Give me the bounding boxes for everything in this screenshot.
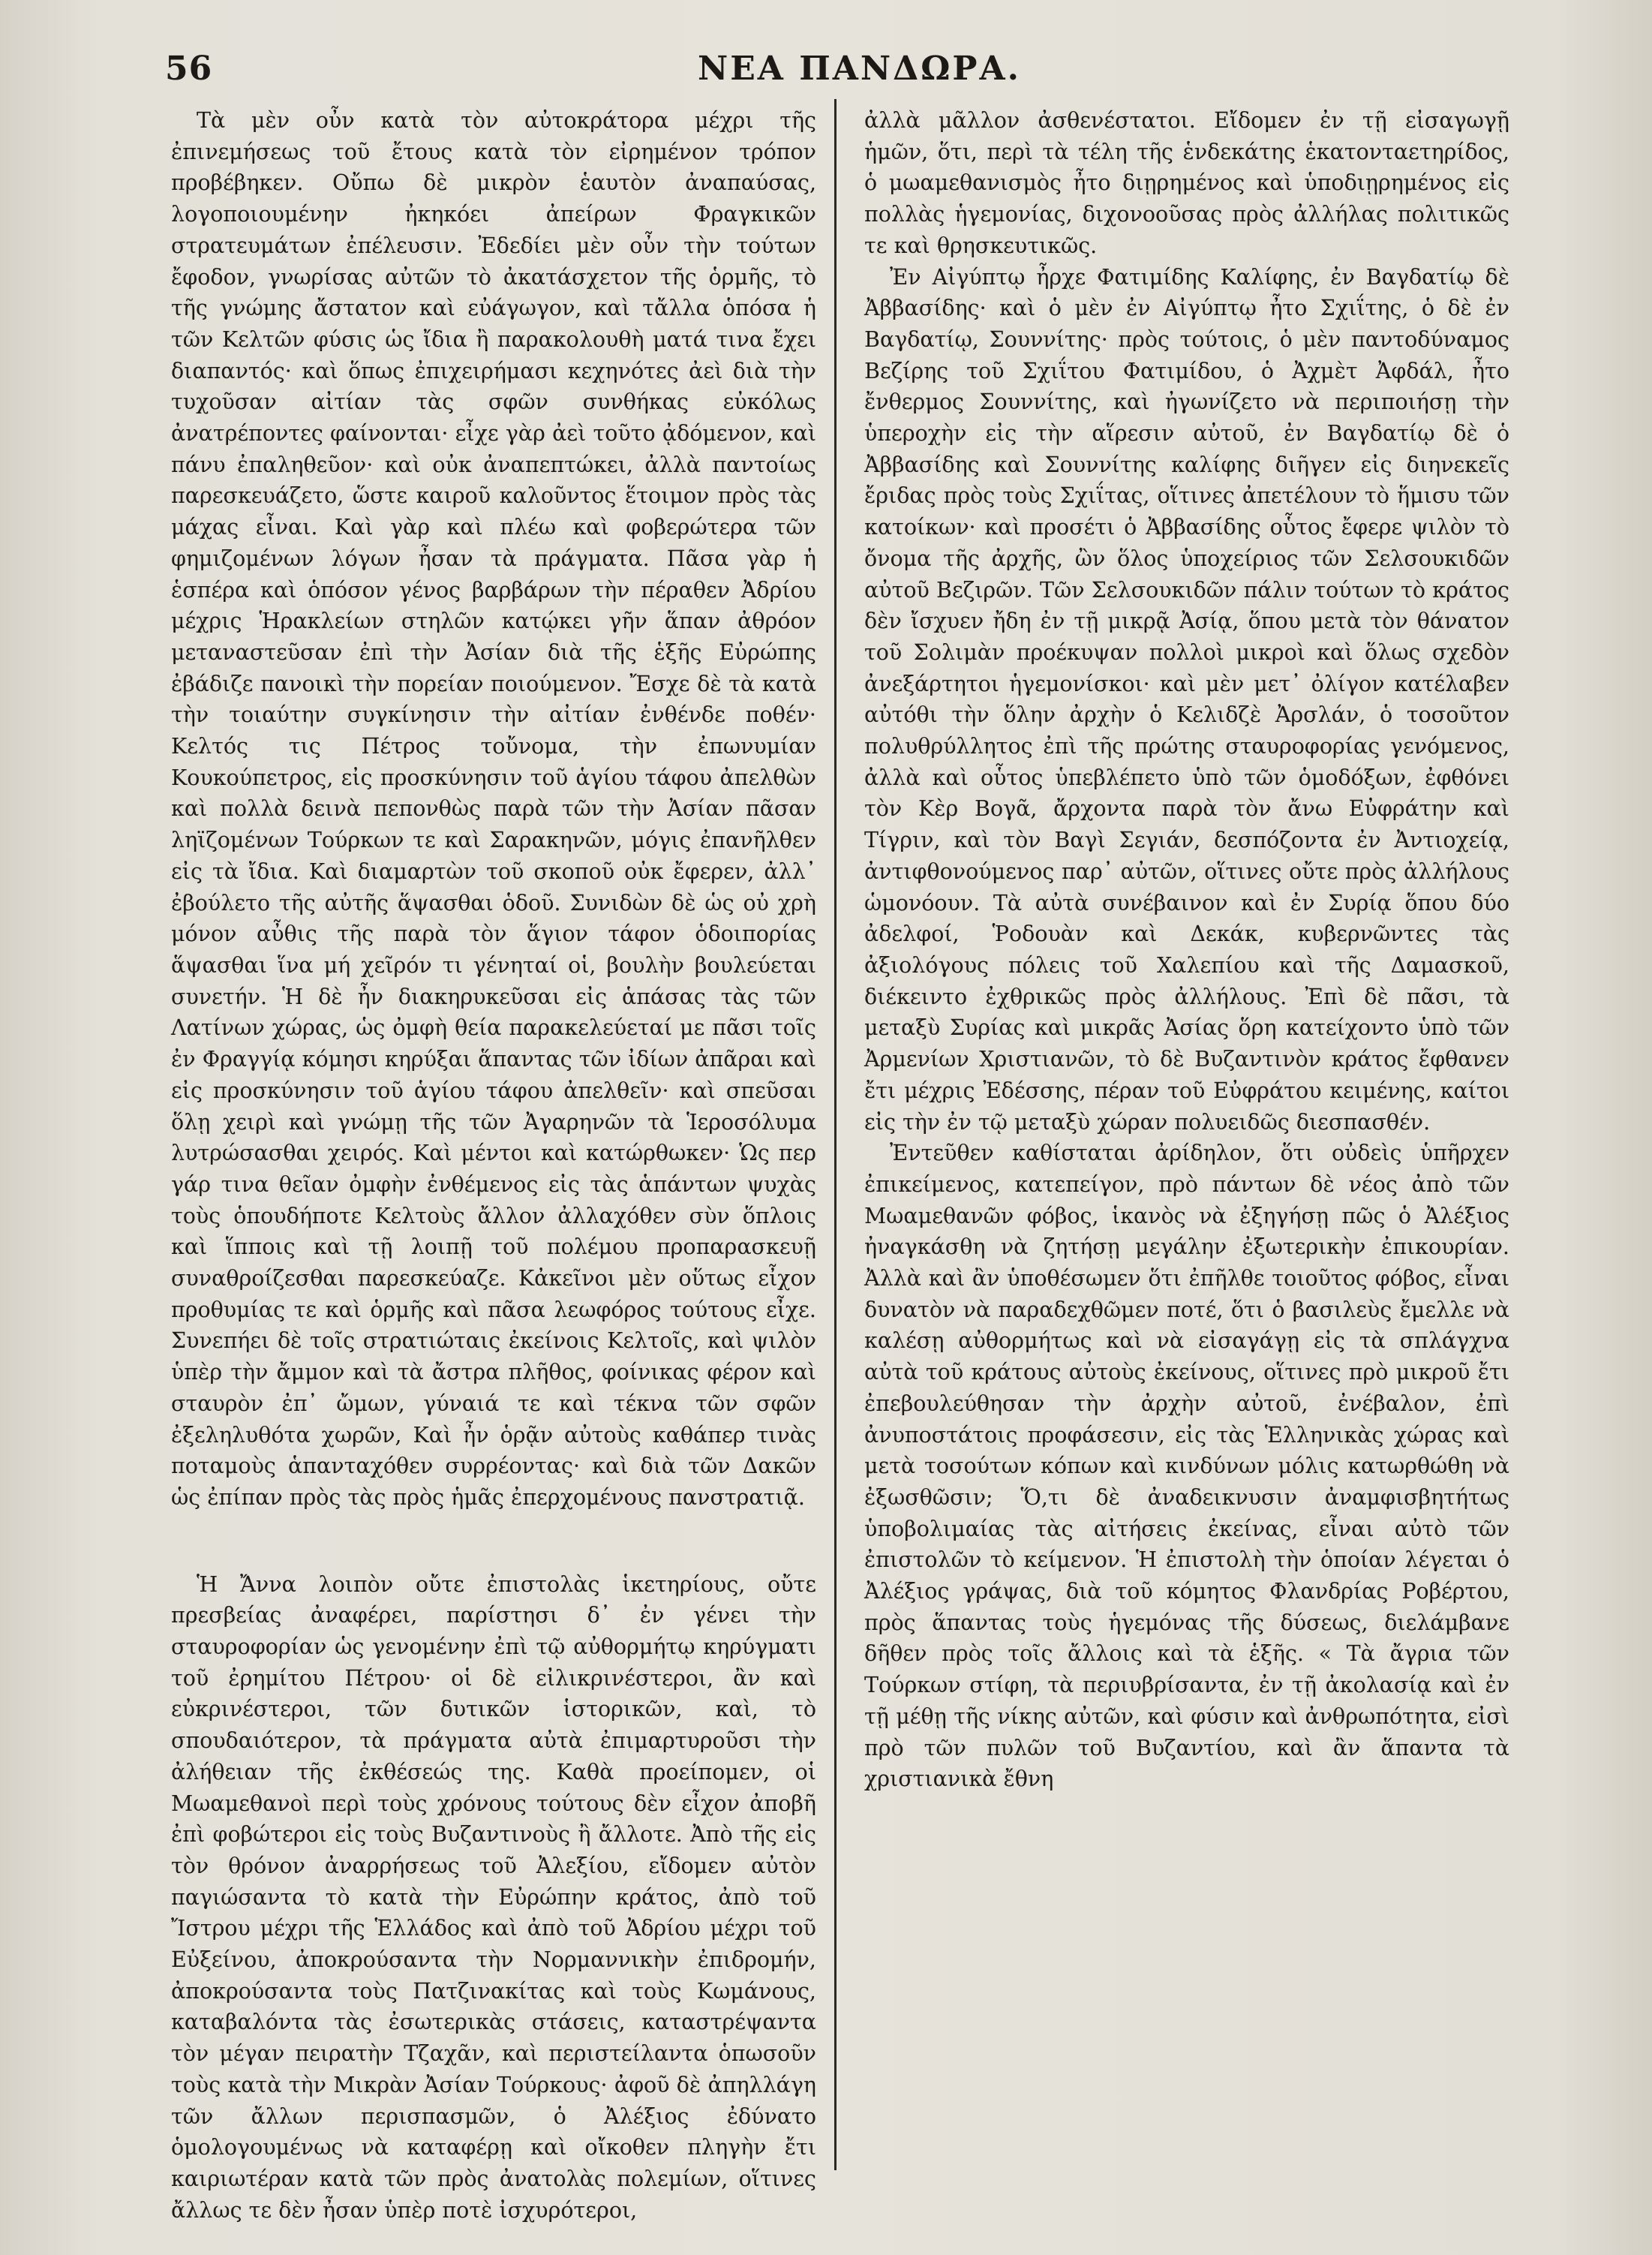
page-header: [113, 50, 1605, 95]
paragraph: Ἡ Ἄννα λοιπὸν οὔτε ἐπιστολὰς ἱκετηρίους, οὔτε πρεσβείας ἀναφέρει, παρίστησι δ᾽ ἐν γένει τὴν σταυροφορίαν ὡς γενομένην ἐπὶ τῷ αὐθορμήτῳ κηρύγματι τοῦ ἐρημίτου Πέτρου· οἱ δὲ εἰλικρινέστεροι, ἂν καὶ εὐκρινέστεροι, τῶν δυτικῶν ἱστορικῶν, καὶ, τὸ σπουδαιότερον, τὰ πράγματα αὐτὰ ἐπιμαρτυροῦσι τὴν ἀλήθειαν τῆς ἐκθέσεώς της. Καθὰ προείπομεν, οἱ Μωαμεθανοὶ περὶ τοὺς χρόνους τούτους δὲν εἶχον ἀποβῆ ἐπὶ φοβώτεροι εἰς τοὺς Βυζαντινοὺς ἢ ἄλλοτε. Ἀπὸ τῆς εἰς τὸν θρόνον ἀναρρήσεως τοῦ Ἀλεξίου, εἴδομεν αὐτὸν παγιώσαντα τὸ κατὰ τὴν Εὐρώπην κράτος, ἀπὸ τοῦ Ἴστρου μέχρι τῆς Ἑλλάδος καὶ ἀπὸ τοῦ Ἀδρίου μέχρι τοῦ Εὐξείνου, ἀποκρούσαντα τὴν Νορμαννικὴν ἐπιδρομήν, ἀποκρούσαντα τοὺς Πατζινακίτας καὶ τοὺς Κωμάνους, καταβαλόντα τὰς ἐσωτερικὰς στάσεις, καταστρέψαντα τὸν μέγαν πειρατὴν Τζαχᾶν, καὶ περιστείλαντα ὁπωσοῦν τοὺς κατὰ τὴν Μικρὰν Ἀσίαν Τούρκους· ἀφοῦ δὲ ἀπηλλάγη τῶν ἄλλων περισπασμῶν, ὁ Ἀλέξιος ἐδύνατο ὁμολογουμένως νὰ καταφέρῃ καὶ οἴκοθεν πληγὴν ἔτι καιριωτέραν κατὰ τῶν πρὸς ἀνατολὰς πολεμίων, οἵτινες ἄλλως τε δὲν ἦσαν ὑπὲρ ποτὲ ἰσχυρότεροι,: [171, 1571, 816, 2223]
page-number: 56: [165, 50, 213, 88]
paragraph: Ἐντεῦθεν καθίσταται ἀρίδηλον, ὅτι οὐδεὶς ὑπῆρχεν ἐπικείμενος, κατεπείγον, πρὸ πάντων δὲ νέος ἀπὸ τῶν Μωαμεθανῶν φόβος, ἱκανὸς νὰ ἐξηγήσῃ πῶς ὁ Ἀλέξιος ἠναγκάσθη νὰ ζητήσῃ μεγάλην ἐξωτερικὴν ἐπικουρίαν. Ἀλλὰ καὶ ἂν ὑποθέσωμεν ὅτι ἐπῆλθε τοιοῦτος φόβος, εἶναι δυνατὸν νὰ παραδεχθῶμεν ποτέ, ὅτι ὁ βασιλεὺς ἔμελλε νὰ καλέσῃ αὐθορμήτως καὶ νὰ εἰσαγάγῃ εἰς τὰ σπλάγχνα αὐτὰ τοῦ κράτους αὐτοὺς ἐκείνους, οἵτινες πρὸ μικροῦ ἔτι ἐπεβουλεύθησαν τὴν ἀρχὴν αὐτοῦ, ἐνέβαλον, ἐπὶ ἀνυποστάτοις προφάσεσιν, εἰς τὰς Ἑλληνικὰς χώρας καὶ μετὰ τοσούτων κόπων καὶ κινδύνων μόλις κατωρθώθη νὰ ἐξωσθῶσιν; Ὅ,τι δὲ ἀναδεικνυσιν ἀναμφισβητήτως ὑποβολιμαίας τὰς αἰτήσεις ἐκείνας, εἶναι αὐτὸ τῶν ἐπιστολῶν τὸ κείμενον. Ἡ ἐπιστολὴ τὴν ὁποίαν λέγεται ὁ Ἀλέξιος γράψας, διὰ τοῦ κόμητος Φλανδρίας Ροβέρτου, πρὸς ἅπαντας τοὺς ἡγεμόνας τῆς δύσεως, διελάμβανε δῆθεν πρὸς τοῖς ἄλλοις καὶ τὰ ἑξῆς. « Τὰ ἄγρια τῶν Τούρκων στίφη, τὰ περιυβρίσαντα, ἐν τῇ ἀκολασίᾳ καὶ ἐν τῇ μέθῃ τῆς νίκης αὐτῶν, καὶ φύσιν καὶ ἀνθρωπότητα, εἰσὶ πρὸ τῶν πυλῶν τοῦ Βυζαντίου, καὶ ἂν ἅπαντα τὰ χριστιανικὰ ἔθνη: [864, 1141, 1509, 1792]
paragraph: Ἐν Αἰγύπτῳ ἦρχε Φατιμίδης Καλίφης, ἐν Βαγδατίῳ δὲ Ἀββασίδης· καὶ ὁ μὲν ἐν Αἰγύπτῳ ἦτο Σχιΐτης, ὁ δὲ ἐν Βαγδατίῳ, Σουννίτης· πρὸς τούτοις, ὁ μὲν παντοδύναμος Βεζίρης τοῦ Σχιΐτου Φατιμίδου, ὁ Ἀχμὲτ Ἀφδάλ, ἦτο ἔνθερμος Σουννίτης, καὶ ἠγωνίζετο νὰ περιποιήσῃ τὴν ὑπεροχὴν εἰς τὴν αἵρεσιν αὐτοῦ, ἐν Βαγδατίῳ δὲ ὁ Ἀββασίδης καὶ Σουννίτης καλίφης διῆγεν εἰς διηνεκεῖς ἔριδας πρὸς τοὺς Σχιΐτας, οἵτινες ἀπετέλουν τὸ ἥμισυ τῶν κατοίκων· καὶ προσέτι ὁ Ἀββασίδης οὗτος ἔφερε ψιλὸν τὸ ὄνομα τῆς ἀρχῆς, ὢν ὅλος ὑποχείριος τῶν Σελσουκιδῶν αὐτοῦ Βεζιρῶν. Τῶν Σελσουκιδῶν πάλιν τούτων τὸ κράτος δὲν ἴσχυεν ἤδη ἐν τῇ μικρᾷ Ἀσίᾳ, ὅπου μετὰ τὸν θάνατον τοῦ Σολιμὰν προέκυψαν πολλοὶ μικροὶ καὶ ὅλως σχεδὸν ἀνεξάρτητοι ἡγεμονίσκοι· καὶ μὲν μετ᾽ ὀλίγον κατέλαβεν αὐτόθι τὴν ὅλην ἀρχὴν ὁ Κελιδζὲ Ἀρσλάν, ὁ τοσοῦτον πολυθρύλλητος ἐπὶ τῆς πρώτης σταυροφορίας γενόμενος, ἀλλὰ καὶ οὗτος ὑπεβλέπετο ὑπὸ τῶν ὁμοδόξων, ἐφθόνει τὸν Κὲρ Βογᾶ, ἄρχοντα παρὰ τὸν ἄνω Εὐφράτην καὶ Τίγριν, καὶ τὸν Βαγὶ Σεγιάν, δεσπόζοντα ἐν Ἀντιοχείᾳ, ἀντιφθονούμενος παρ᾽ αὐτῶν, οἵτινες οὔτε πρὸς ἀλλήλους ὡμονόουν. Τὰ αὐτὰ συνέβαινον καὶ ἐν Συρίᾳ ὅπου δύο ἀδελφοί, Ῥοδουὰν καὶ Δεκάκ, κυβερνῶντες τὰς ἀξιολόγους πόλεις τοῦ Χαλεπίου καὶ τῆς Δαμασκοῦ, διέκειντο ἐχθρικῶς πρὸς ἀλλήλους. Ἐπὶ δὲ πᾶσι, τὰ μεταξὺ Συρίας καὶ μικρᾶς Ἀσίας ὅρη κατείχοντο ὑπὸ τῶν Ἀρμενίων Χριστιανῶν, τὸ δὲ Βυζαντινὸν κράτος ἔφθανεν ἔτι μέχρις Ἐδέσσης, πέραν τοῦ Εὐφράτου κειμένης, καίτοι εἰς τὴν ἐν τῷ μεταξὺ χώραν πολυειδῶς διεσπασθέν.: [864, 264, 1509, 1135]
paragraph: ἀλλὰ μᾶλλον ἀσθενέστατοι. Εἴδομεν ἐν τῇ εἰσαγωγῇ ἡμῶν, ὅτι, περὶ τὰ τέλη τῆς ἑνδεκάτης ἑκατονταετηρίδος, ὁ μωαμεθανισμὸς ἦτο διῃρημένος καὶ ὑποδιῃρημένος εἰς πολλὰς ἡγεμονίας, διχονοοῦσας πρὸς ἀλλήλας πολιτικῶς τε καὶ θρησκευτικῶς.: [864, 108, 1509, 258]
column-divider: [834, 99, 837, 2170]
right-column: [864, 105, 1509, 2146]
running-title: ΝΕΑ ΠΑΝΔΩΡΑ.: [698, 50, 1021, 88]
left-column: [171, 105, 816, 2223]
paragraph: Τὰ μὲν οὖν κατὰ τὸν αὐτοκράτορα μέχρι τῆς ἐπινεμήσεως τοῦ ἔτους κατὰ τὸν εἰρημένον τρόπον προβέβηκεν. Οὔπω δὲ μικρὸν ἑαυτὸν ἀναπαύσας, λογοποιουμένην ἠκηκόει ἀπείρων Φραγκικῶν στρατευμάτων ἐπέλευσιν. Ἐδεδίει μὲν οὖν τὴν τούτων ἔφοδον, γνωρίσας αὐτῶν τὸ ἀκατάσχετον τῆς ὁρμῆς, τὸ τῆς γνώμης ἄστατον καὶ εὐάγωγον, καὶ τἄλλα ὁπόσα ἡ τῶν Κελτῶν φύσις ὡς ἴδια ἢ παρακολουθὴ ματά τινα ἔχει διαπαντός· καὶ ὅπως ἐπιχειρήμασι κεχηνότες ἀεὶ διὰ τὴν τυχοῦσαν αἰτίαν τὰς σφῶν συνθήκας εὐκόλως ἀνατρέποντες φαίνονται· εἶχε γὰρ ἀεὶ τοῦτο ᾀδόμενον, καὶ πάνυ ἐπαληθεῦον· καὶ οὐκ ἀναπεπτώκει, ἀλλὰ παντοίως παρεσκευάζετο, ὥστε καιροῦ καλοῦντος ἕτοιμον πρὸς τὰς μάχας εἶναι. Καὶ γὰρ καὶ πλέω καὶ φοβερώτερα τῶν φημιζομένων λόγων ἦσαν τὰ πράγματα. Πᾶσα γὰρ ἡ ἑσπέρα καὶ ὁπόσον γένος βαρβάρων τὴν πέραθεν Ἀδρίου μέχρις Ἡρακλείων στηλῶν κατῴκει γῆν ἅπαν ἀθρόον μεταναστεῦσαν ἐπὶ τὴν Ἀσίαν διὰ τῆς ἑξῆς Εὐρώπης ἐβάδιζε πανοικὶ τὴν πορείαν ποιούμενον. Ἔσχε δὲ τὰ κατὰ τὴν τοιαύτην συγκίνησιν τὴν αἰτίαν ἐνθένδε ποθέν· Κελτός τις Πέτρος τοὔνομα, τὴν ἐπωνυμίαν Κουκούπετρος, εἰς προσκύνησιν τοῦ ἁγίου τάφου ἀπελθὼν καὶ πολλὰ δεινὰ πεπονθὼς παρὰ τῶν τὴν Ἀσίαν πᾶσαν ληϊζομένων Τούρκων τε καὶ Σαρακηνῶν, μόγις ἐπανῆλθεν εἰς τὰ ἴδια. Καὶ διαμαρτὼν τοῦ σκοποῦ οὐκ ἔφερεν, ἀλλ᾽ ἐβούλετο τῆς αὐτῆς ἅψασθαι ὁδοῦ. Συνιδὼν δὲ ὡς οὐ χρὴ μόνον αὖθις τῆς παρὰ τὸν ἅγιον τάφον ὁδοιπορίας ἅψασθαι ἵνα μή χεῖρόν τι γένηταί οἱ, βουλὴν βουλεύεται συνετήν. Ἡ δὲ ἦν διακηρυκεῦσαι εἰς ἁπάσας τὰς τῶν Λατίνων χώρας, ὡς ὀμφὴ θεία παρακελεύεταί με πᾶσι τοῖς ἐν Φραγγίᾳ κόμησι κηρύξαι ἅπαντας τῶν ἰδίων ἀπᾶραι καὶ εἰς προσκύνησιν τοῦ ἁγίου τάφου ἀπελθεῖν· καὶ σπεῦσαι ὅλῃ χειρὶ καὶ γνώμῃ τῆς τῶν Ἀγαρηνῶν τὰ Ἱεροσόλυμα λυτρώσασθαι χειρός. Καὶ μέντοι καὶ κατώρθωκεν· Ὡς περ γάρ τινα θεῖαν ὀμφὴν ἐνθέμενος εἰς τὰς ἁπάντων ψυχὰς τοὺς ὁπουδήποτε Κελτοὺς ἄλλον ἀλλαχόθεν σὺν ὅπλοις καὶ ἵπποις καὶ τῇ λοιπῇ τοῦ πολέμου προπαρασκευῇ συναθροίζεσθαι παρεσκεύαζε. Κἀκεῖνοι μὲν οὕτως εἶχον προθυμίας τε καὶ ὁρμῆς καὶ πᾶσα λεωφόρος τούτους εἶχε. Συνεπήει δὲ τοῖς στρατιώταις ἐκείνοις Κελτοῖς, καὶ ψιλὸν ὑπὲρ τὴν ἄμμον καὶ τὰ ἄστρα πλῆθος, φοίνικας φέρον καὶ σταυρὸν ἐπ᾽ ὤμων, γύναιά τε καὶ τέκνα τῶν σφῶν ἐξεληλυθότα χωρῶν, Καὶ ἦν ὁρᾷν αὐτοὺς καθάπερ τινὰς ποταμοὺς ἁπανταχόθεν συρρέοντας· καὶ διὰ τῶν Δακῶν ὡς ἐπίπαν πρὸς τὰς πρὸς ἡμᾶς ἐπερχομένους πανστρατιᾷ.: [171, 108, 816, 1510]
